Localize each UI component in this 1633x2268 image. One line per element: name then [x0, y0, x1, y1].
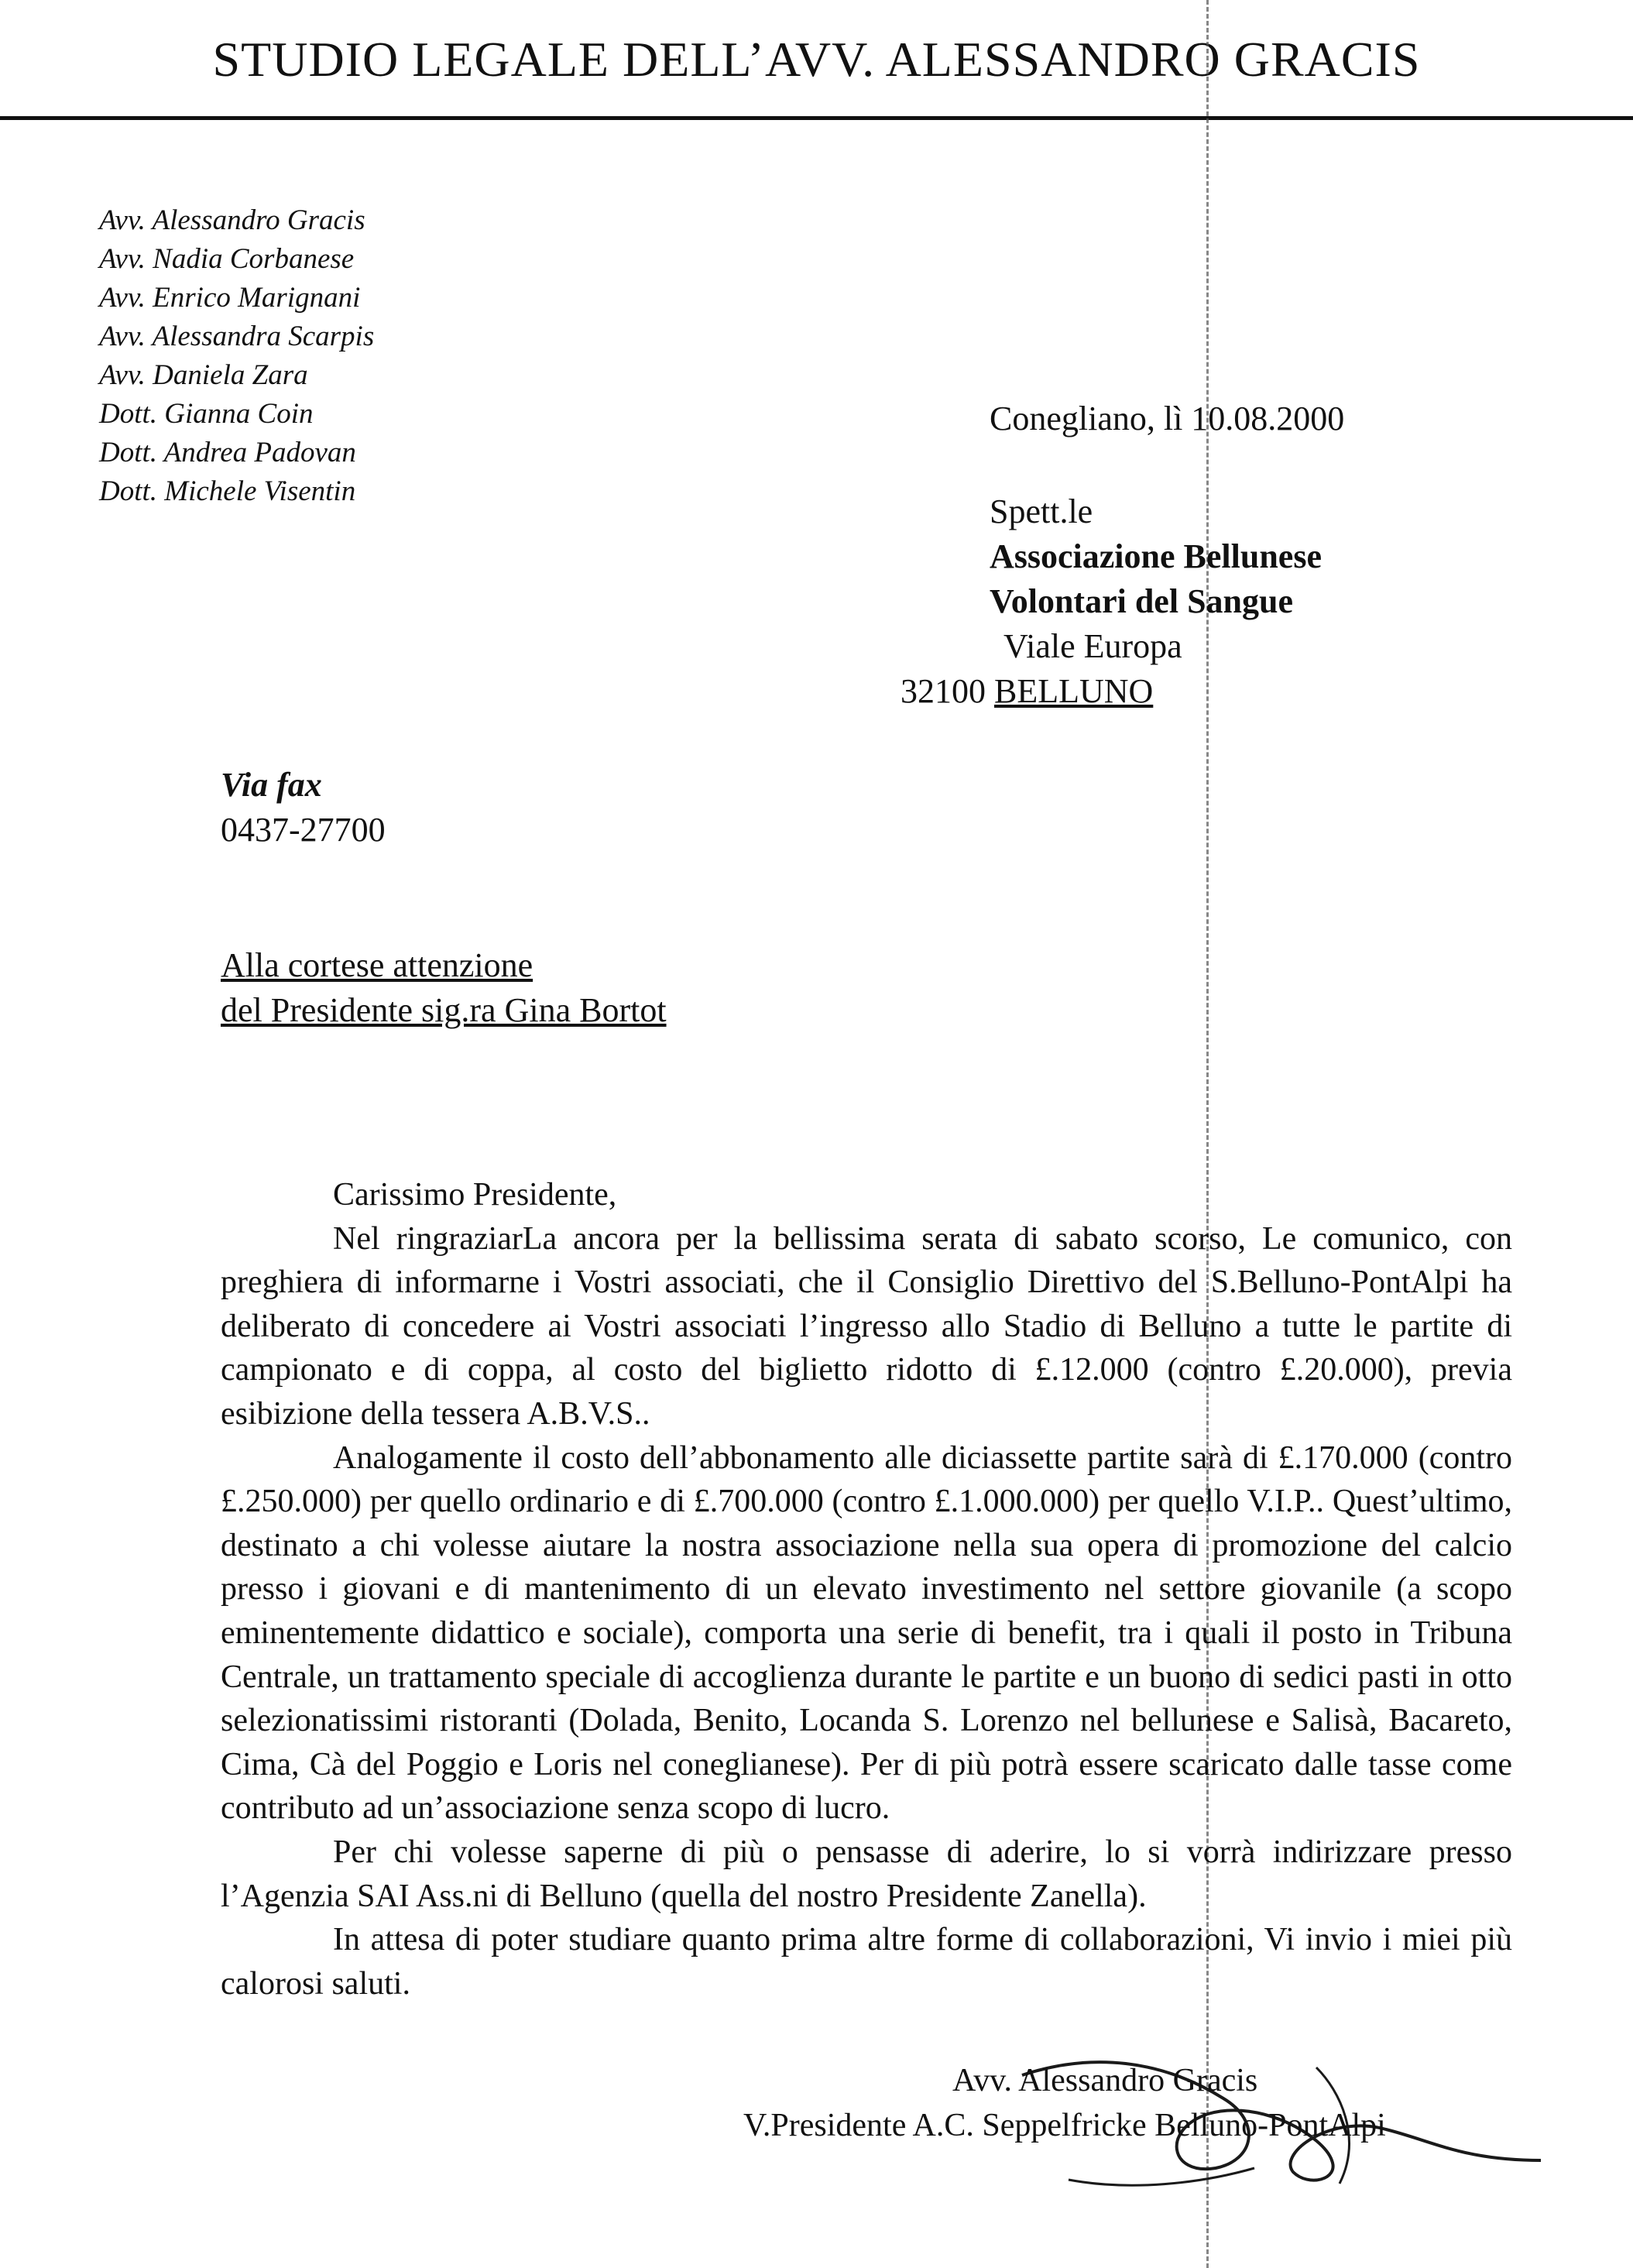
recipient-name-line2: Volontari del Sangue — [990, 582, 1294, 620]
recipient-street: Viale Europa — [1003, 627, 1182, 665]
fax-number: 0437-27700 — [221, 811, 386, 849]
body-paragraph: Nel ringraziarLa ancora per la bellissima serata di sabato scorso, Le comunico, con preghiera di informarne i Vostri associati, che il Consiglio Direttivo del S.Belluno-PontAlpi ha deliberato di concedere ai Vostri associati l’ingresso allo Stadio di Belluno a tutte le partite di campionato e di coppa, al costo del biglietto ridotto di £.12.000 (contro £.20.000), previa esibizione della tessera A.B.V.S.. — [221, 1220, 1512, 1432]
attention-line1: Alla cortese attenzione — [221, 946, 533, 984]
letterhead-title: STUDIO LEGALE DELL’AVV. ALESSANDRO GRACIS — [212, 32, 1421, 87]
letterhead-rule — [0, 116, 1633, 120]
partners-list — [99, 201, 374, 511]
signatory-role: V.Presidente A.C. Seppelfricke Belluno-PontAlpi — [743, 2108, 1386, 2143]
partner-name: Avv. Alessandra Scarpis — [99, 321, 375, 352]
recipient-city-line — [901, 669, 1322, 714]
attention-line2: del Presidente sig.ra Gina Bortot — [221, 991, 667, 1029]
partner-name: Dott. Gianna Coin — [99, 398, 314, 430]
recipient-postcode: 32100 — [901, 672, 986, 710]
body-paragraph: In attesa di poter studiare quanto prima altre forme di collaborazioni, Vi invio i miei più calorosi saluti. — [221, 1922, 1512, 2002]
partner-name: Dott. Michele Visentin — [99, 475, 356, 507]
fax-label: Via fax — [221, 766, 322, 804]
signatory-name: Avv. Alessandro Gracis — [952, 2063, 1258, 2098]
partner-name: Avv. Nadia Corbanese — [99, 243, 355, 275]
recipient-salutation: Spett.le — [990, 492, 1093, 530]
letter-body — [221, 1173, 1512, 2006]
body-paragraph: Analogamente il costo dell’abbonamento alle diciassette partite sarà di £.170.000 (contro £.250.000) per quello ordinario e di £.700.000 (contro £.1.000.000) per quello V.I.P.. Quest’ultimo, destinato a chi volesse aiutare la nostra associazione nella sua opera di promozione del calcio presso i giovani e di mantenimento di un elevato investimento nel settore giovanile (a scopo eminentemente didattico e sociale), comporta una serie di benefit, tra i quali il posto in Tribuna Centrale, un trattamento speciale di accoglienza durante le partite e un buono di sedici pasti in otto selezionatissimi ristoranti (Dolada, Benito, Locanda S. Lorenzo nel bellunese e Salisà, Bacareto, Cima, Cà del Poggio e Loris nel coneglianese). Per di più potrà essere scaricato dalle tasse come contributo ad un’associazione senza scopo di lucro. — [221, 1439, 1512, 1827]
recipient-city: BELLUNO — [994, 672, 1154, 710]
fax-block — [221, 763, 386, 853]
partner-name: Avv. Alessandro Gracis — [99, 204, 365, 236]
attention-block — [221, 943, 667, 1033]
signature-block — [743, 2058, 1386, 2148]
recipient-address — [901, 489, 1322, 714]
partner-name: Avv. Enrico Marignani — [99, 282, 361, 314]
recipient-name-line1: Associazione Bellunese — [990, 537, 1322, 575]
letter-date: Conegliano, lì 10.08.2000 — [990, 400, 1345, 437]
partner-name: Avv. Daniela Zara — [99, 359, 308, 391]
body-paragraph: Per chi volesse saperne di più o pensasse di aderire, lo si vorrà indirizzare presso l’Agenzia SAI Ass.ni di Belluno (quella del nostro Presidente Zanella). — [221, 1834, 1512, 1914]
letter-greeting: Carissimo Presidente, — [333, 1177, 617, 1213]
partner-name: Dott. Andrea Padovan — [99, 437, 356, 468]
